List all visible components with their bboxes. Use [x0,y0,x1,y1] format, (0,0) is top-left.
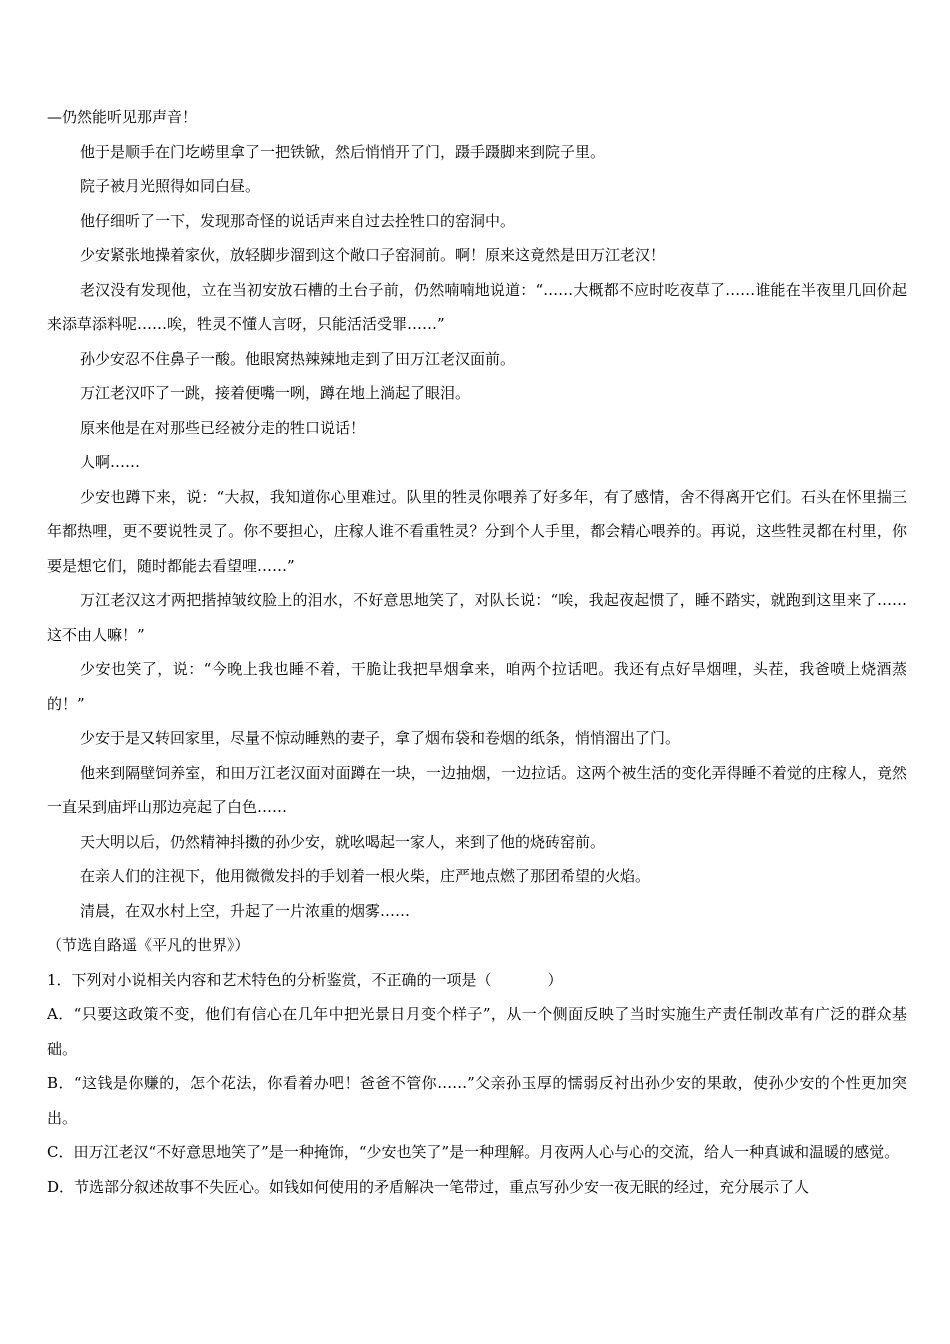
story-paragraph: 他仔细听了一下，发现那奇怪的说话声来自过去拴牲口的窑洞中。 [80,211,516,230]
story-paragraph: 天大明以后，仍然精神抖擞的孙少安，就吆喝起一家人，来到了他的烧砖窑前。 [80,832,606,851]
option-a: A．“只要这政策不变，他们有信心在几年中把光景日月变个样子”，从一个侧面反映了当时实施生产责任制改革有广泛的群众基础。 [47,1005,907,1058]
question-stem-close: ） [547,970,563,989]
story-paragraph: 人啊…… [80,453,141,471]
story-paragraph: 万江老汉这才两把揩掉皱纹脸上的泪水，不好意思地笑了，对队长说：“唉，我起夜起惯了，睡不踏实，就跑到这里来了……这不由人嘛！” [47,591,907,644]
story-paragraph: 少安也蹲下来，说：“大叔，我知道你心里难过。队里的牲灵你喂养了好多年，有了感情，舍不得离开它们。石头在怀里揣三年都热哩，更不要说牲灵了。你不要担心，庄稼人谁不看重牲灵？分到个人手里，都会精心喂养的。再说，这些牲灵都在村里，你要是想它们，随时都能去看望哩……” [47,487,907,575]
story-paragraph: 孙少安忍不住鼻子一酸。他眼窝热辣辣地走到了田万江老汉面前。 [80,349,516,368]
option-b: B．“这钱是你赚的，怎个花法，你看着办吧！爸爸不管你……”父亲孙玉厚的懦弱反衬出孙少安的果敢，使孙少安的个性更加突出。 [47,1074,907,1127]
story-paragraph: 他来到隔壁饲养室，和田万江老汉面对面蹲在一块，一边抽烟，一边拉话。这两个被生活的变化弄得睡不着觉的庄稼人，竟然一直呆到庙坪山那边亮起了白色…… [47,763,907,816]
story-paragraph: 原来他是在对那些已经被分走的牲口说话！ [80,418,366,437]
question-stem [47,963,907,998]
story-paragraph: 院子被月光照得如同白昼。 [80,177,261,195]
question-stem-text: 1．下列对小说相关内容和艺术特色的分析鉴赏，不正确的一项是（ [47,970,492,989]
story-paragraph: 老汉没有发现他，立在当初安放石槽的土台子前，仍然喃喃地说道：“……大概都不应时吃夜草了……谁能在半夜里几回价起来添草添料呢……唉，牲灵不懂人言呀，只能活活受罪……” [47,280,907,333]
story-paragraph: 万江老汉吓了一跳，接着便嘴一咧，蹲在地上淌起了眼泪。 [80,384,471,402]
story-paragraph: 少安也笑了，说：“今晚上我也睡不着，干脆让我把旱烟拿来，咱两个拉话吧。我还有点好旱烟哩，头茬，我爸喷上烧酒蒸的！” [47,660,907,713]
source-note: （节选自路遥《平凡的世界》） [47,936,250,954]
option-c: C．田万江老汉“不好意思地笑了”是一种掩饰，“少安也笑了”是一种理解。月夜两人心与心的交流，给人一种真诚和温暖的感觉。 [47,1143,900,1161]
story-paragraph: 清晨，在双水村上空，升起了一片浓重的烟雾…… [80,901,411,920]
story-paragraph: —仍然能听见那声音！ [47,108,198,126]
story-paragraph: 少安紧张地操着家伙，放轻脚步溜到这个敞口子窑洞前。啊！原来这竟然是田万江老汉！ [80,246,666,264]
story-paragraph: 少安于是又转回家里，尽量不惊动睡熟的妻子，拿了烟布袋和卷烟的纸条，悄悄溜出了门。 [80,729,681,747]
document-page [47,100,907,1204]
story-paragraph: 在亲人们的注视下，他用微微发抖的手划着一根火柴，庄严地点燃了那团希望的火焰。 [80,867,651,885]
story-paragraph: 他于是顺手在门圪崂里拿了一把铁锨，然后悄悄开了门，蹑手蹑脚来到院子里。 [80,142,606,161]
option-d: D．节选部分叙述故事不失匠心。如钱如何使用的矛盾解决一笔带过，重点写孙少安一夜无眠的经过，充分展示了人 [47,1177,810,1196]
